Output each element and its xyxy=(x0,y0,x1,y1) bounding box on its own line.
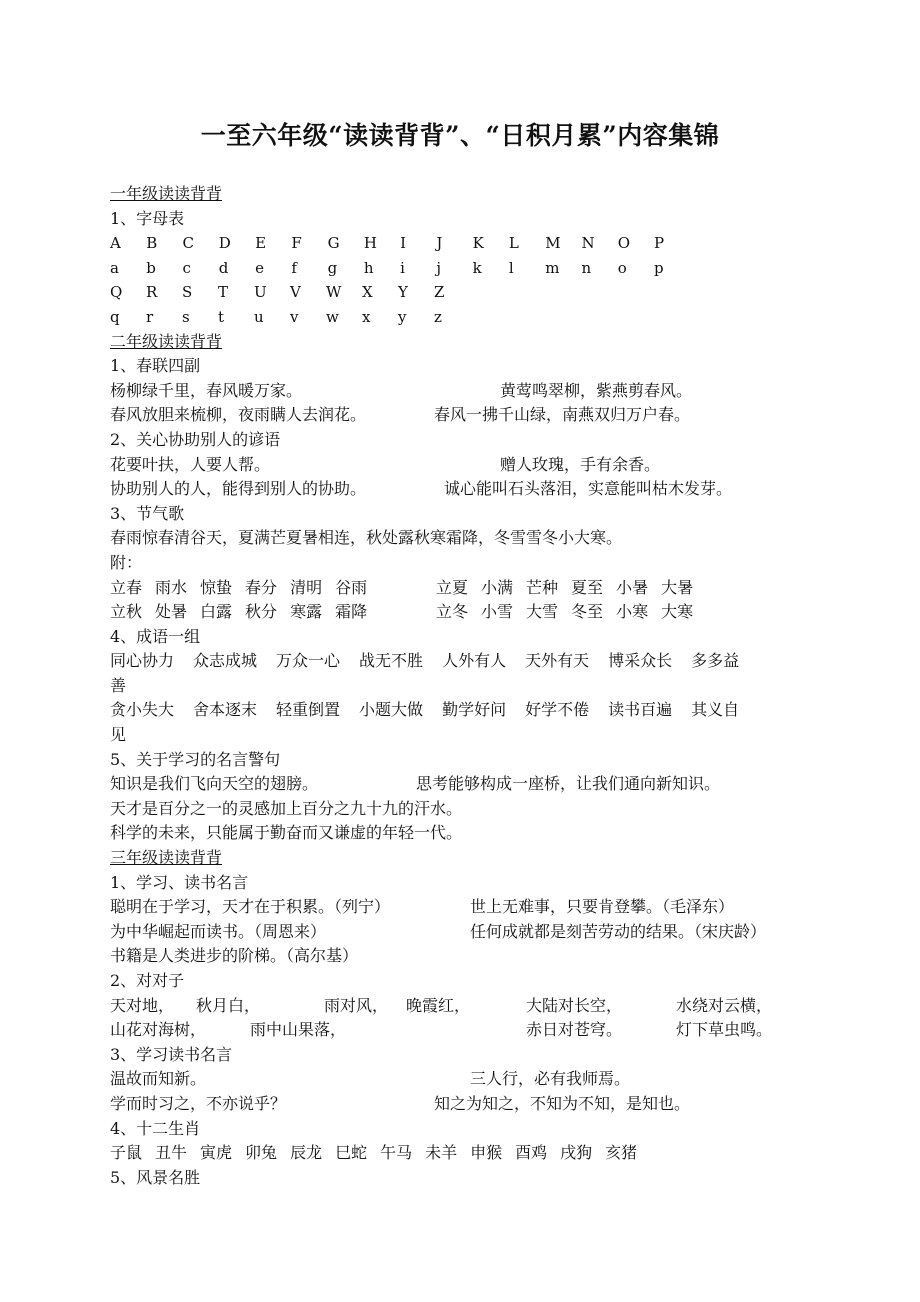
classic-row1 xyxy=(110,1067,830,1092)
list-entry: 轻重倒置 xyxy=(276,700,341,720)
list-entry: 博采众长 xyxy=(608,651,673,671)
list-entry: 雨水 xyxy=(155,577,188,597)
list-entry: v xyxy=(290,307,299,326)
terms-group-1 xyxy=(110,578,367,597)
list-entry: 立冬 xyxy=(436,602,469,622)
grade1-item1: 1、字母表 xyxy=(110,208,185,228)
document-body xyxy=(110,182,830,1190)
proverb-1b: 赠人玫瑰，手有余香。 xyxy=(500,454,661,474)
list-entry: 天外有天 xyxy=(525,651,590,671)
list-entry: 小暑 xyxy=(616,577,649,597)
list-entry: C xyxy=(182,234,195,253)
list-entry: 其义自 xyxy=(691,700,740,720)
list-entry: x xyxy=(362,307,371,326)
list-entry: 白露 xyxy=(200,602,233,622)
list-entry: s xyxy=(182,307,190,326)
couplet-row1 xyxy=(110,379,830,404)
idioms-row1-wrap: 善 xyxy=(110,675,127,695)
list-entry: 申猴 xyxy=(470,1143,503,1163)
list-entry: m xyxy=(545,258,560,277)
alphabet-lower-row2 xyxy=(110,305,470,330)
couplet-2a: 春风放胆来梳柳，夜雨瞒人去润花。 xyxy=(110,405,367,425)
list-entry: 春分 xyxy=(245,577,278,597)
couplet-phrase: 雨中山果落， xyxy=(250,1020,347,1040)
list-entry: 寅虎 xyxy=(200,1143,233,1163)
list-entry: g xyxy=(327,258,338,277)
list-entry: Y xyxy=(398,283,408,302)
grade2-item1: 1、春联四副 xyxy=(110,356,201,376)
list-entry: W xyxy=(326,283,342,302)
list-entry: t xyxy=(218,307,225,326)
list-entry: 酉鸡 xyxy=(515,1143,548,1163)
list-entry: 同心协力 xyxy=(110,651,175,671)
proverb-row2 xyxy=(110,477,830,502)
list-entry: P xyxy=(653,234,665,253)
list-entry: 处暑 xyxy=(155,602,188,622)
list-entry: f xyxy=(291,258,297,277)
grade3-item2: 2、对对子 xyxy=(110,971,185,990)
list-entry: 惊蛰 xyxy=(200,577,233,597)
list-entry: H xyxy=(363,234,377,253)
couplet-phrase: 秋月白， xyxy=(196,995,261,1015)
grade2-item5: 5、关于学习的名言警句 xyxy=(110,749,281,769)
saying-2b: 任何成就都是刻苦劳动的结果。（宋庆龄） xyxy=(470,921,767,941)
list-entry: I xyxy=(400,234,407,253)
saying-1b: 世上无难事，只要肯登攀。（毛泽东） xyxy=(470,897,735,917)
list-entry: 舍本逐末 xyxy=(193,700,258,720)
couplet-phrase: 山花对海树， xyxy=(110,1020,207,1040)
list-entry: 霜降 xyxy=(335,602,368,622)
list-entry: D xyxy=(218,234,231,253)
couplet-phrase: 灯下草虫鸣。 xyxy=(676,1020,773,1040)
list-entry: b xyxy=(146,258,156,277)
grade2-item2: 2、关心协助别人的谚语 xyxy=(110,429,281,449)
list-entry: E xyxy=(255,234,267,253)
alphabet-upper-row2 xyxy=(110,280,470,305)
list-entry: 芒种 xyxy=(526,577,559,597)
list-entry: o xyxy=(617,258,627,277)
list-entry: 寒露 xyxy=(290,602,323,622)
list-entry: L xyxy=(508,234,519,253)
saying-row2 xyxy=(110,920,830,945)
quote-1b: 思考能够构成一座桥，让我们通向新知识。 xyxy=(416,774,721,794)
list-entry: c xyxy=(182,258,191,277)
terms-group-4 xyxy=(436,600,693,625)
couplet-phrase: 大陆对长空， xyxy=(526,995,623,1015)
couplet-phrase: 赤日对苍穹。 xyxy=(526,1020,623,1040)
list-entry: 谷雨 xyxy=(335,577,368,597)
list-entry: d xyxy=(218,258,229,277)
grade2-item4: 4、成语一组 xyxy=(110,626,201,646)
list-entry: B xyxy=(146,234,158,253)
list-entry: 小满 xyxy=(481,577,514,597)
idioms-row1 xyxy=(110,649,830,674)
quote-row1 xyxy=(110,772,830,797)
list-entry: S xyxy=(182,283,193,302)
list-entry: 大寒 xyxy=(661,602,694,622)
saying-row1 xyxy=(110,895,830,920)
saying-row3: 书籍是人类进步的阶梯。（高尔基） xyxy=(110,946,359,966)
list-entry: 立夏 xyxy=(436,577,469,597)
list-entry: 小寒 xyxy=(616,602,649,622)
classic-2a: 学而时习之，不亦说乎？ xyxy=(110,1093,287,1113)
list-entry: 万众一心 xyxy=(276,651,341,671)
list-entry: i xyxy=(400,258,405,277)
appendix-label: 附： xyxy=(110,552,143,572)
list-entry: p xyxy=(653,258,664,277)
list-entry: 立秋 xyxy=(110,602,143,622)
list-entry: J xyxy=(436,234,443,253)
couplet-1a: 杨柳绿千里，春风暖万家。 xyxy=(110,380,303,400)
list-entry: G xyxy=(327,234,340,253)
quote-row2: 天才是百分之一的灵感加上百分之九十九的汗水。 xyxy=(110,798,463,818)
list-entry: n xyxy=(581,258,592,277)
list-entry: 小雪 xyxy=(481,602,514,622)
classic-1a: 温故而知新。 xyxy=(110,1069,207,1089)
grade3-heading: 三年级读读背背 xyxy=(110,848,223,868)
list-entry: F xyxy=(291,234,302,253)
list-entry: Q xyxy=(110,283,123,302)
idioms-row2-wrap: 见 xyxy=(110,725,127,745)
list-entry: 未羊 xyxy=(425,1143,458,1163)
list-entry: 立春 xyxy=(110,577,143,597)
list-entry: 读书百遍 xyxy=(608,700,673,720)
classic-2b: 知之为知之，不知为不知，是知也。 xyxy=(434,1093,691,1113)
proverb-row1 xyxy=(110,453,830,478)
list-entry: 战无不胜 xyxy=(359,651,424,671)
grade2-item3: 3、节气歌 xyxy=(110,503,185,523)
list-entry: 夏至 xyxy=(571,577,604,597)
list-entry: 戌狗 xyxy=(560,1143,593,1163)
saying-2a: 为中华崛起而读书。（周恩来） xyxy=(110,921,327,941)
list-entry: 辰龙 xyxy=(290,1143,323,1163)
list-entry: 众志成城 xyxy=(193,651,258,671)
list-entry: 大雪 xyxy=(526,602,559,622)
list-entry: 巳蛇 xyxy=(335,1143,368,1163)
grade3-item5: 5、风景名胜 xyxy=(110,1167,201,1187)
list-entry: X xyxy=(362,283,373,302)
list-entry: 小题大做 xyxy=(359,700,424,720)
list-entry: r xyxy=(146,307,154,326)
couplet-2b: 春风一拂千山绿，南燕双归万户春。 xyxy=(434,405,691,425)
alphabet-lower-row1 xyxy=(110,256,690,281)
list-entry: 冬至 xyxy=(571,602,604,622)
list-entry: M xyxy=(545,234,561,253)
couplet-phrase: 晚霞红， xyxy=(406,995,471,1015)
zodiac-row xyxy=(110,1141,830,1166)
list-entry: 秋分 xyxy=(245,602,278,622)
saying-1a: 聪明在于学习，天才在于积累。（列宁） xyxy=(110,897,391,917)
alphabet-upper-row1 xyxy=(110,231,690,256)
couplets-row2 xyxy=(110,1018,830,1043)
list-entry: 子鼠 xyxy=(110,1143,143,1163)
list-entry: z xyxy=(434,307,442,326)
list-entry: K xyxy=(472,234,484,253)
list-entry: U xyxy=(254,283,267,302)
list-entry: T xyxy=(218,283,229,302)
idioms-row2 xyxy=(110,698,830,723)
couplets-row1 xyxy=(110,994,830,1019)
list-entry: O xyxy=(617,234,631,253)
page-title: 一至六年级“读读背背”、“日积月累”内容集锦 xyxy=(200,121,720,150)
classic-row2 xyxy=(110,1092,830,1117)
list-entry: 贪小失大 xyxy=(110,700,175,720)
proverb-2b: 诚心能叫石头落泪，实意能叫枯木发芽。 xyxy=(444,479,733,499)
list-entry: q xyxy=(110,307,120,326)
list-entry: Z xyxy=(434,283,445,302)
list-entry: 人外有人 xyxy=(442,651,507,671)
terms-group-3 xyxy=(110,602,367,621)
grade3-item1: 1、学习、读书名言 xyxy=(110,872,249,892)
list-entry: h xyxy=(363,258,374,277)
list-entry: y xyxy=(398,307,407,326)
solar-terms-row2 xyxy=(110,600,830,625)
list-entry: A xyxy=(110,234,121,253)
solar-terms-song: 春雨惊春清谷天，夏满芒夏暑相连，秋处露秋寒霜降，冬雪雪冬小大寒。 xyxy=(110,528,623,548)
list-entry: 多多益 xyxy=(691,651,740,671)
list-entry: w xyxy=(326,307,339,326)
list-entry: j xyxy=(436,258,442,277)
list-entry: 大暑 xyxy=(661,577,694,597)
quote-row3: 科学的未来，只能属于勤奋而又谦虚的年轻一代。 xyxy=(110,823,463,843)
couplet-row2 xyxy=(110,403,830,428)
list-entry: R xyxy=(146,283,158,302)
grade2-heading: 二年级读读背背 xyxy=(110,331,223,351)
couplet-phrase: 水绕对云横， xyxy=(676,995,773,1015)
solar-terms-row1 xyxy=(110,576,830,601)
proverb-1a: 花要叶扶，人要人帮。 xyxy=(110,454,271,474)
grade1-heading: 一年级读读背背 xyxy=(110,184,223,203)
list-entry: 好学不倦 xyxy=(525,700,590,720)
list-entry: 午马 xyxy=(380,1143,413,1163)
list-entry: 亥猪 xyxy=(605,1143,638,1163)
list-entry: a xyxy=(110,258,119,277)
couplet-phrase: 天对地， xyxy=(110,995,175,1015)
list-entry: e xyxy=(255,258,264,277)
list-entry: 勤学好问 xyxy=(442,700,507,720)
couplet-phrase: 雨对风， xyxy=(324,995,389,1015)
quote-1a: 知识是我们飞向天空的翅膀。 xyxy=(110,774,319,794)
couplet-1b: 黄莺鸣翠柳，紫燕剪春风。 xyxy=(500,380,693,400)
list-entry: N xyxy=(581,234,595,253)
list-entry: 卯兔 xyxy=(245,1143,278,1163)
list-entry: u xyxy=(254,307,264,326)
list-entry: l xyxy=(508,258,514,277)
proverb-2a: 协助别人的人，能得到别人的协助。 xyxy=(110,479,367,499)
list-entry: V xyxy=(290,283,301,302)
list-entry: 清明 xyxy=(290,577,323,597)
classic-1b: 三人行，必有我师焉。 xyxy=(470,1069,631,1089)
list-entry: 丑牛 xyxy=(155,1143,188,1163)
grade3-item4: 4、十二生肖 xyxy=(110,1118,201,1138)
list-entry: k xyxy=(472,258,482,277)
grade3-item3: 3、学习读书名言 xyxy=(110,1044,233,1064)
terms-group-2 xyxy=(436,576,693,601)
